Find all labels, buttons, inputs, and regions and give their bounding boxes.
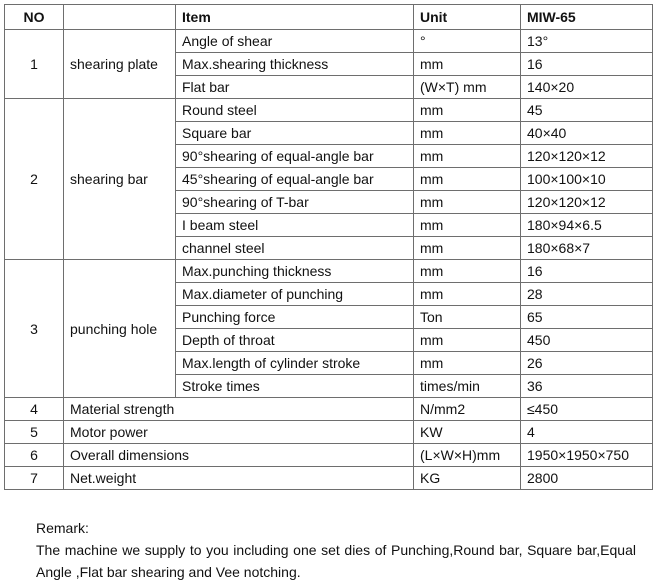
value-cell: 100×100×10 <box>521 168 653 191</box>
value-cell: 65 <box>521 306 653 329</box>
header-item: Item <box>176 5 414 30</box>
unit-cell: ° <box>414 30 521 53</box>
row-number: 4 <box>5 398 64 421</box>
remark <box>36 517 636 583</box>
value-cell: 450 <box>521 329 653 352</box>
value-cell: 120×120×12 <box>521 145 653 168</box>
header-group <box>64 5 176 30</box>
value-cell: 16 <box>521 53 653 76</box>
table-row <box>5 467 653 490</box>
value-cell: 16 <box>521 260 653 283</box>
group-number: 1 <box>5 30 64 99</box>
item-cell: 45°shearing of equal-angle bar <box>176 168 414 191</box>
item-cell: Round steel <box>176 99 414 122</box>
item-cell: Max.punching thickness <box>176 260 414 283</box>
row-number: 7 <box>5 467 64 490</box>
unit-cell: mm <box>414 99 521 122</box>
unit-cell: mm <box>414 237 521 260</box>
value-cell: 180×94×6.5 <box>521 214 653 237</box>
value-cell: 1950×1950×750 <box>521 444 653 467</box>
remark-text: The machine we supply to you including one set dies of Punching,Round bar, Square bar,Equal Angle ,Flat bar shearing and Vee notching. <box>36 542 636 580</box>
item-cell: Net.weight <box>64 467 414 490</box>
item-cell: Punching force <box>176 306 414 329</box>
value-cell: 140×20 <box>521 76 653 99</box>
unit-cell: mm <box>414 260 521 283</box>
unit-cell: N/mm2 <box>414 398 521 421</box>
value-cell: 28 <box>521 283 653 306</box>
value-cell: 2800 <box>521 467 653 490</box>
spec-body <box>5 30 653 490</box>
value-cell: 26 <box>521 352 653 375</box>
unit-cell: (W×T) mm <box>414 76 521 99</box>
item-cell: Depth of throat <box>176 329 414 352</box>
unit-cell: mm <box>414 191 521 214</box>
item-cell: Angle of shear <box>176 30 414 53</box>
unit-cell: mm <box>414 122 521 145</box>
unit-cell: mm <box>414 53 521 76</box>
item-cell: Flat bar <box>176 76 414 99</box>
value-cell: 180×68×7 <box>521 237 653 260</box>
table-row <box>5 30 653 53</box>
group-number: 2 <box>5 99 64 260</box>
unit-cell: mm <box>414 352 521 375</box>
unit-cell: mm <box>414 283 521 306</box>
row-number: 6 <box>5 444 64 467</box>
item-cell: 90°shearing of T-bar <box>176 191 414 214</box>
unit-cell: mm <box>414 214 521 237</box>
header-no: NO <box>5 5 64 30</box>
group-name: shearing plate <box>64 30 176 99</box>
item-cell: Max.length of cylinder stroke <box>176 352 414 375</box>
item-cell: Material strength <box>64 398 414 421</box>
spec-table <box>4 4 653 490</box>
unit-cell: times/min <box>414 375 521 398</box>
group-name: punching hole <box>64 260 176 398</box>
group-number: 3 <box>5 260 64 398</box>
value-cell: 36 <box>521 375 653 398</box>
remark-label: Remark: <box>36 520 89 536</box>
value-cell: 4 <box>521 421 653 444</box>
group-name: shearing bar <box>64 99 176 260</box>
value-cell: 120×120×12 <box>521 191 653 214</box>
table-row <box>5 260 653 283</box>
value-cell: 13° <box>521 30 653 53</box>
item-cell: Max.diameter of punching <box>176 283 414 306</box>
table-row <box>5 398 653 421</box>
item-cell: Motor power <box>64 421 414 444</box>
header-unit: Unit <box>414 5 521 30</box>
unit-cell: Ton <box>414 306 521 329</box>
header-row <box>5 5 653 30</box>
table-row <box>5 99 653 122</box>
value-cell: 40×40 <box>521 122 653 145</box>
item-cell: Stroke times <box>176 375 414 398</box>
header-model: MIW-65 <box>521 5 653 30</box>
unit-cell: mm <box>414 329 521 352</box>
unit-cell: KG <box>414 467 521 490</box>
item-cell: 90°shearing of equal-angle bar <box>176 145 414 168</box>
item-cell: I beam steel <box>176 214 414 237</box>
value-cell: ≤450 <box>521 398 653 421</box>
item-cell: Square bar <box>176 122 414 145</box>
unit-cell: mm <box>414 145 521 168</box>
unit-cell: KW <box>414 421 521 444</box>
unit-cell: mm <box>414 168 521 191</box>
unit-cell: (L×W×H)mm <box>414 444 521 467</box>
table-row <box>5 421 653 444</box>
table-row <box>5 444 653 467</box>
item-cell: Overall dimensions <box>64 444 414 467</box>
value-cell: 45 <box>521 99 653 122</box>
row-number: 5 <box>5 421 64 444</box>
item-cell: Max.shearing thickness <box>176 53 414 76</box>
item-cell: channel steel <box>176 237 414 260</box>
